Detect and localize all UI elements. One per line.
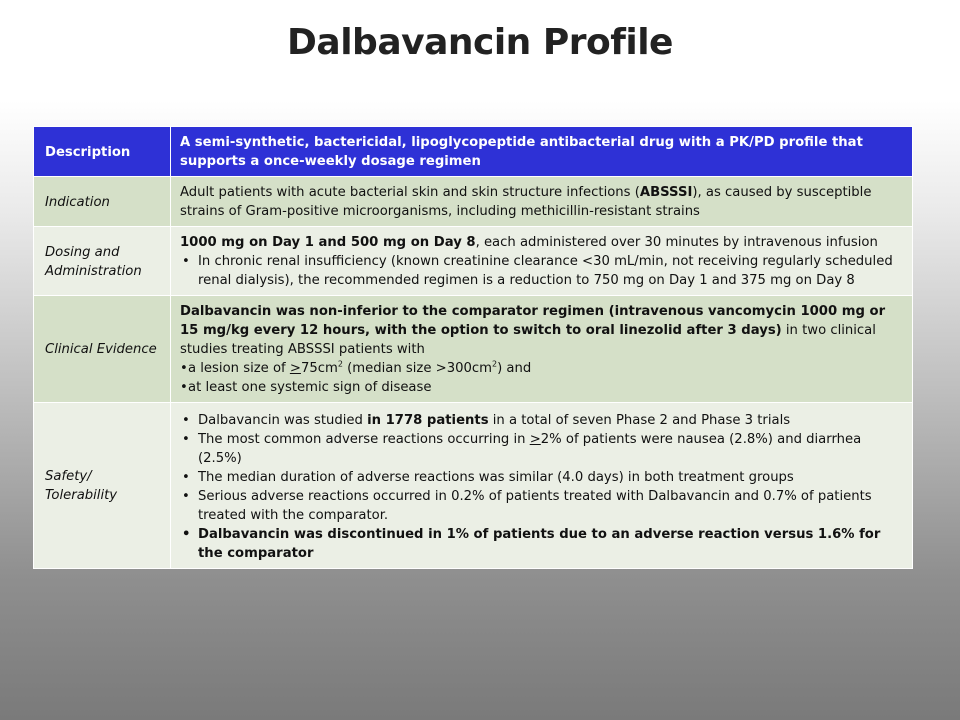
ge-symbol: > (289, 361, 301, 376)
table-row-indication (34, 177, 913, 227)
dosing-bold: 1000 mg on Day 1 and 500 mg on Day 8 (180, 235, 476, 250)
safety-b2-pre: The most common adverse reactions occurring in (198, 432, 530, 447)
indication-pre: Adult patients with acute bacterial skin and skin structure infections ( (180, 185, 640, 200)
superscript: 2 (491, 359, 498, 369)
superscript: 2 (337, 359, 343, 369)
description-text: A semi-synthetic, bactericidal, lipoglycopeptide antibacterial drug with a PK/PD profile that supports a once-weekly dosage regimen (171, 127, 913, 177)
row-label-clinical: Clinical Evidence (34, 296, 171, 403)
safety-b1-post: in a total of seven Phase 2 and Phase 3 trials (488, 413, 791, 428)
indication-text (171, 177, 913, 227)
safety-b2-post: 2% of patients were nausea (2.8%) and diarrhea (2.5%) (198, 432, 862, 466)
clinical-bullet-1-mid2: (median size >300cm (342, 361, 492, 376)
safety-text (171, 403, 913, 569)
clinical-bullet-1-pre: a lesion size of (188, 361, 290, 376)
table-row-clinical (34, 296, 913, 403)
clinical-bullet-1 (180, 359, 903, 378)
clinical-text (171, 296, 913, 403)
dosing-post: , each administered over 30 minutes by intravenous infusion (475, 235, 878, 250)
page-title: Dalbavancin Profile (287, 22, 673, 63)
clinical-bullet-1-post: ) and (497, 361, 532, 376)
safety-bullet-3: • The median duration of adverse reactions was similar (4.0 days) in both treatment groups (180, 468, 903, 487)
table-row-safety (34, 403, 913, 569)
safety-bullet-2 (180, 430, 903, 468)
row-label-indication: Indication (34, 177, 171, 227)
safety-b1-bold: in 1778 patients (367, 413, 489, 428)
table-row-dosing (34, 227, 913, 296)
clinical-post: in two clinical studies treating ABSSSI patients with (180, 323, 876, 357)
table-row-description (34, 127, 913, 177)
clinical-bullet-1-mid: 75cm (300, 361, 338, 376)
row-label-dosing: Dosing and Administration (34, 227, 171, 296)
profile-table (33, 126, 913, 569)
dosing-main (180, 233, 903, 252)
indication-post: ), as caused by susceptible strains of Gram-positive microorganisms, including methicillin-resistant strains (180, 185, 872, 219)
safety-b1-pre: Dalbavancin was studied (198, 413, 368, 428)
clinical-bullet-2: • at least one systemic sign of disease (180, 378, 903, 397)
dosing-text (171, 227, 913, 296)
clinical-main (180, 302, 903, 359)
row-label-description: Description (34, 127, 171, 177)
clinical-bold: Dalbavancin was non-inferior to the comparator regimen (intravenous vancomycin 1000 mg or 15 mg/kg every 12 hours, with the option to switch to oral linezolid after 3 days) (180, 304, 886, 338)
safety-bullet-5: • Dalbavancin was discontinued in 1% of patients due to an adverse reaction versus 1.6% for the comparator (180, 525, 903, 563)
safety-bullet-1 (180, 411, 903, 430)
safety-bullet-4: • Serious adverse reactions occurred in 0.2% of patients treated with Dalbavancin and 0.7% of patients treated with the comparator. (180, 487, 903, 525)
ge-symbol: > (529, 432, 541, 447)
indication-bold: ABSSSI (639, 185, 693, 200)
row-label-safety: Safety/ Tolerability (34, 403, 171, 569)
dosing-bullet: • In chronic renal insufficiency (known creatinine clearance <30 mL/min, not receiving regularly scheduled renal dialysis), the recommended regimen is a reduction to 750 mg on Day 1 and 375 mg on Day 8 (180, 252, 903, 290)
